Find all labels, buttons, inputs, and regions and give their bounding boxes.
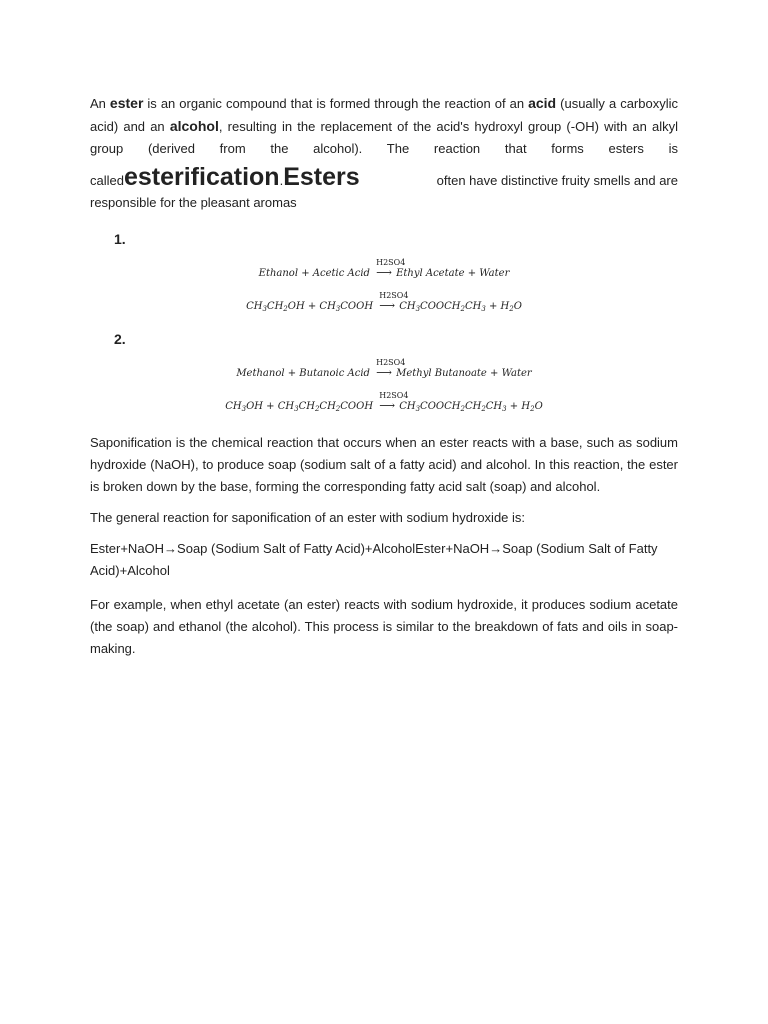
- intro-text-4: , resulting in the replacement of the acid's hydroxyl group (-OH) with an alkyl group (derived from the alcohol). The reaction that forms esters is: [90, 119, 678, 156]
- word-equation-1: [90, 258, 678, 285]
- arrow-icon: ⟶: [376, 266, 390, 279]
- intro-text-6: responsible for the pleasant aromas: [90, 195, 297, 210]
- formula-equation-2: [90, 391, 678, 420]
- products-formula-1: $CH_3COOCH_2CH_3 + H_2O$: [399, 301, 522, 313]
- catalyst-label: H2SO4: [376, 358, 406, 367]
- term-alcohol: alcohol: [169, 118, 219, 134]
- formula-equation-1: [90, 291, 678, 320]
- intro-text-5: often have distinctive fruity smells and are: [436, 173, 678, 188]
- example-number-2: 2.: [114, 331, 126, 347]
- term-acid: acid: [528, 95, 557, 111]
- intro-paragraph: [90, 92, 678, 160]
- products-words-1: Ethyl Acetate + Water: [396, 268, 510, 279]
- products-words-2: Methyl Butanoate + Water: [396, 368, 532, 379]
- term-ester: ester: [109, 95, 144, 111]
- example-paragraph: For example, when ethyl acetate (an ester) reacts with sodium hydroxide, it produces sodium acetate (the soap) and ethanol (the alcohol). This process is similar to the breakdown of fats and oils in soap-making.: [90, 597, 678, 656]
- products-formula-2: $CH_3COOCH_2CH_2CH_3 + H_2O$: [399, 401, 543, 413]
- reactants-formula-1: $CH_3CH_2OH$ + $CH_3COOH$: [246, 301, 374, 313]
- intro-text-1: An: [90, 96, 110, 111]
- reaction-arrow-2b: [379, 391, 409, 418]
- intro-paragraph-end: [90, 192, 678, 214]
- reactants-words-2: Methanol + Butanoic Acid: [236, 368, 370, 379]
- term-esterification: esterification: [123, 163, 280, 191]
- reaction-arrow-1: [376, 258, 406, 285]
- example-number-1: 1.: [114, 231, 126, 247]
- saponification-paragraph: Saponification is the chemical reaction that occurs when an ester reacts with a base, such as sodium hydroxide (NaOH), to produce soap (sodium salt of a fatty acid) and alcohol. In this reaction, the ester is broken down by the base, forming the corresponding fatty acid salt (soap) and alcohol.: [90, 435, 678, 494]
- esterification-line: [90, 163, 678, 192]
- arrow-icon: ⟶: [376, 366, 390, 379]
- reactants-words-1: Ethanol + Acetic Acid: [258, 268, 370, 279]
- reactants-formula-2: $CH_3OH$ + $CH_3CH_2CH_2COOH$: [225, 401, 374, 413]
- intro-text-3: (usually a carboxylic acid) and an: [90, 96, 678, 134]
- catalyst-label: H2SO4: [379, 291, 409, 300]
- reaction-arrow-2: [376, 358, 406, 385]
- reaction-arrow-1b: [379, 291, 409, 318]
- term-esters: Esters: [283, 163, 360, 191]
- called-text: called: [90, 173, 124, 188]
- period-text: .: [279, 173, 284, 188]
- catalyst-label: H2SO4: [376, 258, 406, 267]
- reaction-line-paragraph: Ester+NaOH→Soap (Sodium Salt of Fatty Acid)+AlcoholEster+NaOH→Soap (Sodium Salt of Fatty Acid)+Alcohol: [90, 541, 658, 578]
- intro-text-2: is an organic compound that is formed through the reaction of an: [143, 96, 529, 111]
- arrow-icon: ⟶: [379, 299, 394, 312]
- catalyst-label: H2SO4: [379, 391, 409, 400]
- document-body: [90, 92, 678, 660]
- word-equation-2: [90, 358, 678, 385]
- arrow-icon: ⟶: [379, 399, 394, 412]
- general-reaction-paragraph: The general reaction for saponification of an ester with sodium hydroxide is:: [90, 510, 526, 525]
